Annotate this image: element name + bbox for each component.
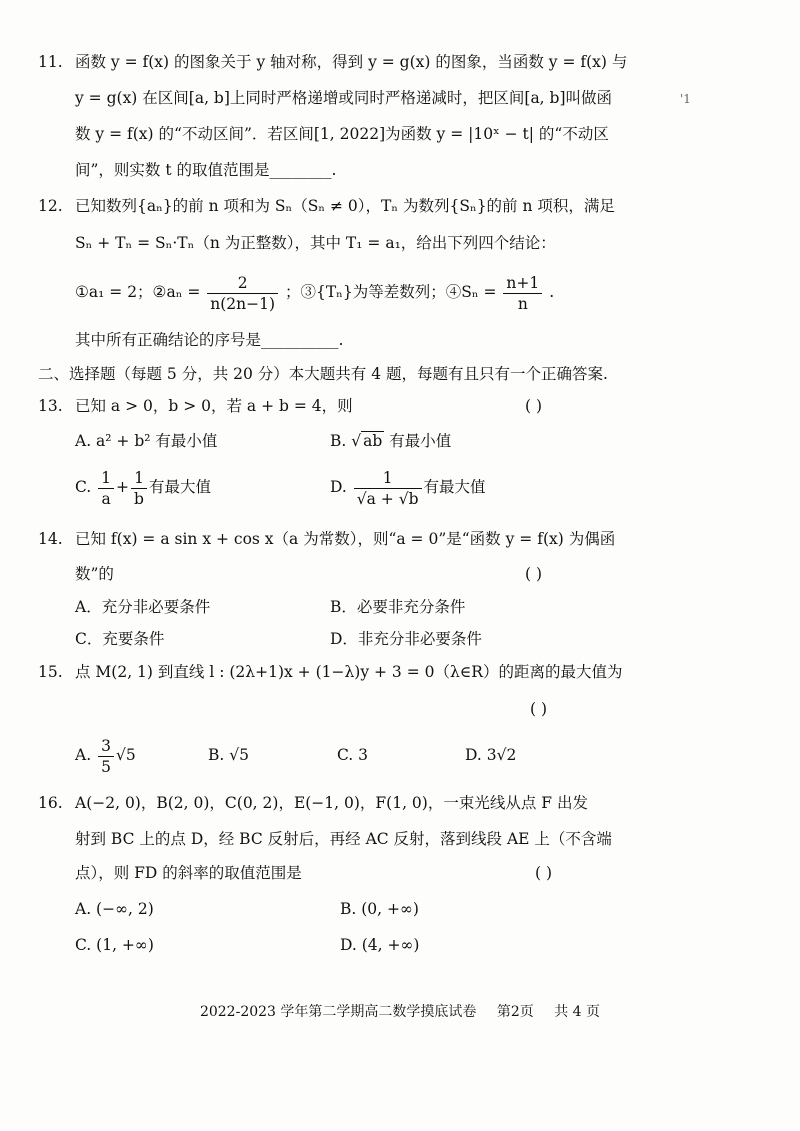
q13-answer-paren: ( ) (525, 397, 543, 415)
q12-fraction-a-num: 2 (207, 273, 278, 294)
q16-option-c: C. (1, +∞) (75, 936, 154, 954)
q15-option-a-frac (98, 736, 114, 777)
q12-fraction-s-num: n+1 (503, 273, 542, 294)
q16-line3: 点），则 FD 的斜率的取值范围是 (75, 864, 302, 882)
q12-conclusions (75, 270, 554, 314)
q15-option-c: C. 3 (337, 746, 369, 764)
q15-option-b: B. √5 (208, 746, 249, 764)
q15-a-frac-den: 5 (101, 757, 111, 776)
q16-line1: A(−2, 0)，B(2, 0)，C(0, 2)，E(−1, 0)，F(1, 0)，一束光线从点 F 出发 (75, 794, 588, 812)
q15-number: 15. (38, 663, 63, 681)
q13-option-b-text: 有最小值 (384, 432, 452, 450)
q12-c1: ①a₁ = 2；②aₙ = (75, 283, 201, 301)
footer-total: 共 4 页 (554, 1004, 601, 1020)
q15-option-a-root: √5 (115, 746, 136, 764)
q13-option-c-text: 有最大值 (148, 478, 211, 496)
q13-c-frac2-num: 1 (131, 468, 147, 489)
q16-option-a: A. (−∞, 2) (75, 900, 154, 918)
q14-option-c: C．充要条件 (75, 630, 165, 648)
q13-c-frac1-num: 1 (98, 468, 114, 489)
q12-number: 12. (38, 197, 63, 215)
q13-option-b-label: B. (330, 432, 347, 450)
q13-option-a: A. a² + b² 有最小值 (75, 432, 218, 450)
q14-option-b: B．必要非充分条件 (330, 598, 466, 616)
q13-c-frac1-den: a (101, 489, 111, 508)
q13-option-c-plus: + (116, 478, 130, 496)
q12-fraction-a-den: n(2n−1) (210, 294, 276, 313)
q13-option-d-text: 有最大值 (423, 478, 486, 496)
q11-line3: 数 y = f(x) 的“不动区间”．若区间[1, 2022]为函数 y = |10ˣ − t| 的“不动区 (75, 125, 609, 143)
q13-d-frac-num: 1 (354, 468, 422, 489)
q13-option-c (75, 462, 211, 512)
q11-line1: 函数 y = f(x) 的图象关于 y 轴对称，得到 y = g(x) 的图象，当函数 y = f(x) 与 (75, 53, 628, 71)
q11-line2: y = g(x) 在区间[a, b]上同时严格递增或同时严格递减时，把区间[a, b]叫做函 (75, 89, 613, 107)
footer-page: 第2页 (496, 1004, 534, 1020)
q16-line2: 射到 BC 上的点 D，经 BC 反射后，再经 AC 反射，落到线段 AE 上（不含端 (75, 830, 612, 848)
q12-fraction-s (503, 273, 542, 314)
q13-option-d (330, 462, 486, 512)
scan-mark: '1 (680, 92, 691, 106)
q14-answer-paren: ( ) (525, 565, 543, 583)
page-footer (0, 1001, 800, 1021)
q15-option-a-label: A. (75, 746, 92, 764)
q13-option-d-frac (354, 468, 422, 509)
q14-line1: 已知 f(x) = a sin x + cos x（a 为常数），则“a = 0”是“函数 y = f(x) 为偶函 (75, 530, 616, 548)
footer-title: 2022-2023 学年第二学期高二数学摸底试卷 (199, 1004, 477, 1020)
q12-line2: Sₙ + Tₙ = Sₙ·Tₙ（n 为正整数），其中 T₁ = a₁，给出下列四个结论： (75, 234, 556, 252)
q15-stem: 点 M(2, 1) 到直线 l : (2λ+1)x + (1−λ)y + 3 = 0（λ∈R）的距离的最大值为 (75, 663, 623, 681)
q16-answer-paren: ( ) (535, 864, 553, 882)
q12-c2-end: . (549, 283, 555, 301)
q11-number: 11. (38, 53, 63, 71)
q14-line2: 数”的 (75, 565, 114, 583)
q15-option-a (75, 730, 136, 780)
q13-d-frac-den: √a + √b (356, 489, 419, 508)
q16-number: 16. (38, 794, 63, 812)
q14-option-a: A．充分非必要条件 (75, 598, 211, 616)
q13-option-b: B. √ ab 有最小值 (330, 432, 452, 450)
q12-fraction-a (207, 273, 278, 314)
q15-answer-paren: ( ) (530, 700, 548, 718)
q13-option-b-radicand: ab (363, 432, 383, 450)
q12-line4: 其中所有正确结论的序号是__________. (75, 331, 344, 349)
q13-option-c-label: C. (75, 478, 92, 496)
q13-number: 13. (38, 397, 63, 415)
q13-option-c-frac1 (98, 468, 114, 509)
q13-stem: 已知 a > 0，b > 0，若 a + b = 4，则 (75, 397, 353, 415)
q12-c2: ；③{Tₙ}为等差数列；④Sₙ = (284, 283, 497, 301)
q12-fraction-s-den: n (517, 294, 528, 313)
q13-c-frac2-den: b (134, 489, 144, 508)
q14-number: 14. (38, 530, 63, 548)
q11-line4: 间”，则实数 t 的取值范围是________. (75, 161, 337, 179)
q14-option-d: D．非充分非必要条件 (330, 630, 482, 648)
q15-option-d: D. 3√2 (465, 746, 517, 764)
q16-option-b: B. (0, +∞) (340, 900, 419, 918)
q13-option-d-label: D. (330, 478, 347, 496)
section2-heading: 二、选择题（每题 5 分，共 20 分）本大题共有 4 题，每题有且只有一个正确答案. (38, 365, 608, 383)
q15-a-frac-num: 3 (98, 736, 114, 757)
q12-line1: 已知数列{aₙ}的前 n 项和为 Sₙ（Sₙ ≠ 0），Tₙ 为数列{Sₙ}的前 n 项积，满足 (75, 197, 615, 215)
q13-option-c-frac2 (131, 468, 147, 509)
q16-option-d: D. (4, +∞) (340, 936, 420, 954)
